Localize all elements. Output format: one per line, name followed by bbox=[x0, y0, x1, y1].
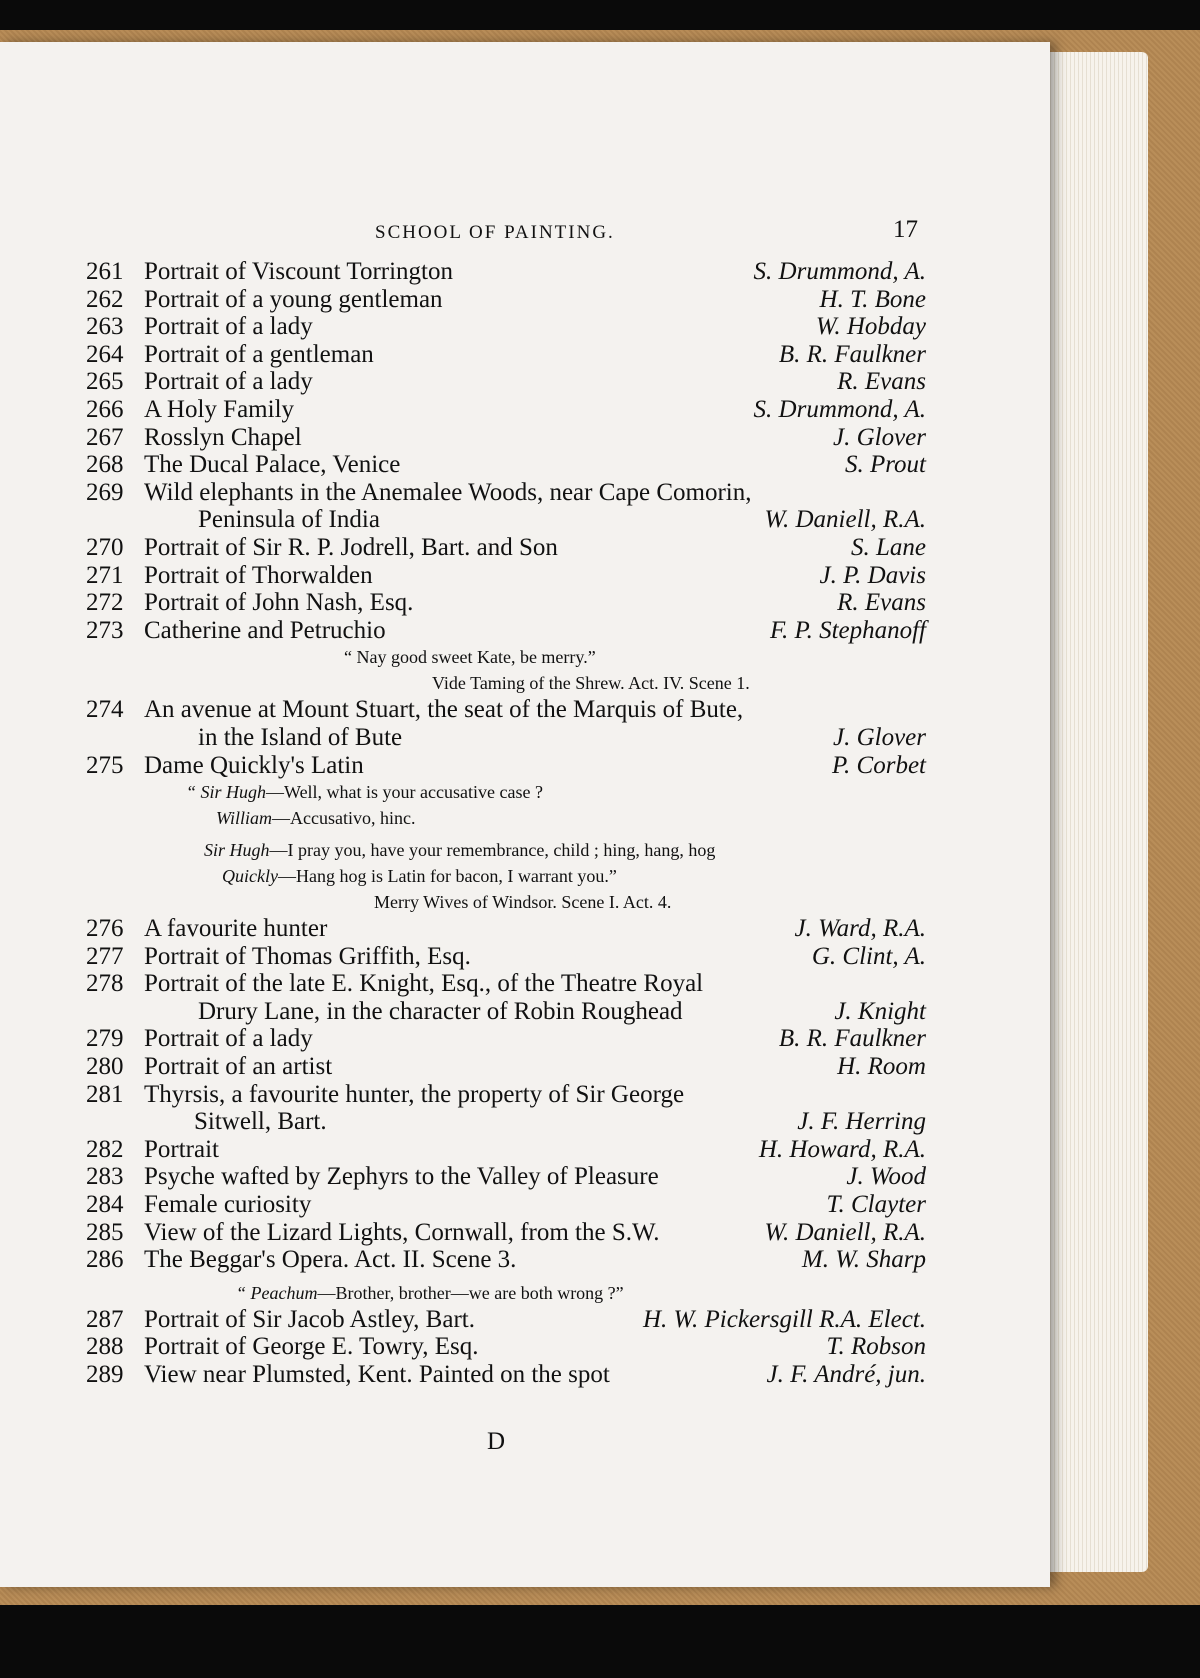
catalogue-entry-continuation: Sitwell, Bart. J. F. Herring bbox=[194, 1108, 926, 1136]
quotation: Sir Hugh—I pray you, have your remembrance, child ; hing, hang, hog bbox=[204, 840, 716, 861]
catalogue-entry: 269 Wild elephants in the Anemalee Woods, near Cape Comorin, bbox=[86, 478, 752, 506]
quotation: William—Accusativo, hinc. bbox=[216, 808, 416, 829]
catalogue-entry: 265 Portrait of a lady R. Evans bbox=[86, 368, 926, 396]
catalogue-entry: 287 Portrait of Sir Jacob Astley, Bart. H. W. Pickersgill R.A. Elect. bbox=[86, 1305, 926, 1333]
page-number: 17 bbox=[893, 216, 918, 243]
catalogue-entry: 275 Dame Quickly's Latin P. Corbet bbox=[86, 751, 926, 779]
catalogue-entry: 284 Female curiosity T. Clayter bbox=[86, 1191, 926, 1219]
catalogue-entry: 286 The Beggar's Opera. Act. II. Scene 3. M. W. Sharp bbox=[86, 1246, 926, 1274]
catalogue-entry: 266 A Holy Family S. Drummond, A. bbox=[86, 395, 926, 423]
catalogue-entry: 274 An avenue at Mount Stuart, the seat of the Marquis of Bute, bbox=[86, 696, 744, 724]
catalogue-entry: 268 The Ducal Palace, Venice S. Prout bbox=[86, 451, 926, 479]
catalogue-entry: 283 Psyche wafted by Zephyrs to the Valley of Pleasure J. Wood bbox=[86, 1163, 926, 1191]
catalogue-entry: 262 Portrait of a young gentleman H. T. Bone bbox=[86, 285, 926, 313]
quotation: Quickly—Hang hog is Latin for bacon, I warrant you.” bbox=[222, 866, 617, 887]
catalogue-entry: 261 Portrait of Viscount Torrington S. Drummond, A. bbox=[86, 258, 926, 285]
running-title: SCHOOL OF PAINTING. bbox=[375, 222, 615, 243]
book-page bbox=[0, 42, 1050, 1587]
quotation: “ Sir Hugh—Well, what is your accusative case ? bbox=[186, 782, 543, 803]
catalogue-entry-continuation: in the Island of Bute J. Glover bbox=[198, 723, 926, 751]
catalogue-entry: 282 Portrait H. Howard, R.A. bbox=[86, 1135, 926, 1163]
quotation: “ Peachum—Brother, brother—we are both wrong ?” bbox=[236, 1282, 624, 1303]
quotation-source: Vide Taming of the Shrew. Act. IV. Scene 1. bbox=[432, 673, 750, 694]
catalogue-entry: 270 Portrait of Sir R. P. Jodrell, Bart. and Son S. Lane bbox=[86, 533, 926, 561]
catalogue-entry: 273 Catherine and Petruchio F. P. Stephanoff bbox=[86, 616, 926, 644]
catalogue-entry: 279 Portrait of a lady B. R. Faulkner bbox=[86, 1025, 926, 1053]
catalogue-entry: 289 View near Plumsted, Kent. Painted on the spot J. F. André, jun. bbox=[86, 1361, 926, 1388]
catalogue-entries bbox=[86, 258, 926, 1389]
catalogue-entry-continuation: Drury Lane, in the character of Robin Roughead J. Knight bbox=[198, 997, 926, 1025]
catalogue-entry: 285 View of the Lizard Lights, Cornwall, from the S.W. W. Daniell, R.A. bbox=[86, 1218, 926, 1246]
catalogue-entry: 271 Portrait of Thorwalden J. P. Davis bbox=[86, 561, 926, 589]
quotation-source: Merry Wives of Windsor. Scene I. Act. 4. bbox=[374, 892, 672, 913]
catalogue-entry: 288 Portrait of George E. Towry, Esq. T. Robson bbox=[86, 1333, 926, 1361]
quotation: “ Nay good sweet Kate, be merry.” bbox=[344, 647, 596, 668]
catalogue-entry: 280 Portrait of an artist H. Room bbox=[86, 1053, 926, 1081]
signature-mark: D bbox=[487, 1428, 506, 1455]
catalogue-entry: 277 Portrait of Thomas Griffith, Esq. G. Clint, A. bbox=[86, 942, 926, 970]
catalogue-entry: 281 Thyrsis, a favourite hunter, the property of Sir George bbox=[86, 1080, 685, 1108]
running-header bbox=[0, 214, 1050, 254]
catalogue-entry: 272 Portrait of John Nash, Esq. R. Evans bbox=[86, 589, 926, 617]
catalogue-entry: 278 Portrait of the late E. Knight, Esq., of the Theatre Royal bbox=[86, 970, 704, 998]
catalogue-entry: 263 Portrait of a lady W. Hobday bbox=[86, 313, 926, 341]
catalogue-entry: 267 Rosslyn Chapel J. Glover bbox=[86, 423, 926, 451]
catalogue-entry: 264 Portrait of a gentleman B. R. Faulkner bbox=[86, 340, 926, 368]
catalogue-entry-continuation: Peninsula of India W. Daniell, R.A. bbox=[198, 506, 926, 534]
catalogue-entry: 276 A favourite hunter J. Ward, R.A. bbox=[86, 915, 926, 943]
